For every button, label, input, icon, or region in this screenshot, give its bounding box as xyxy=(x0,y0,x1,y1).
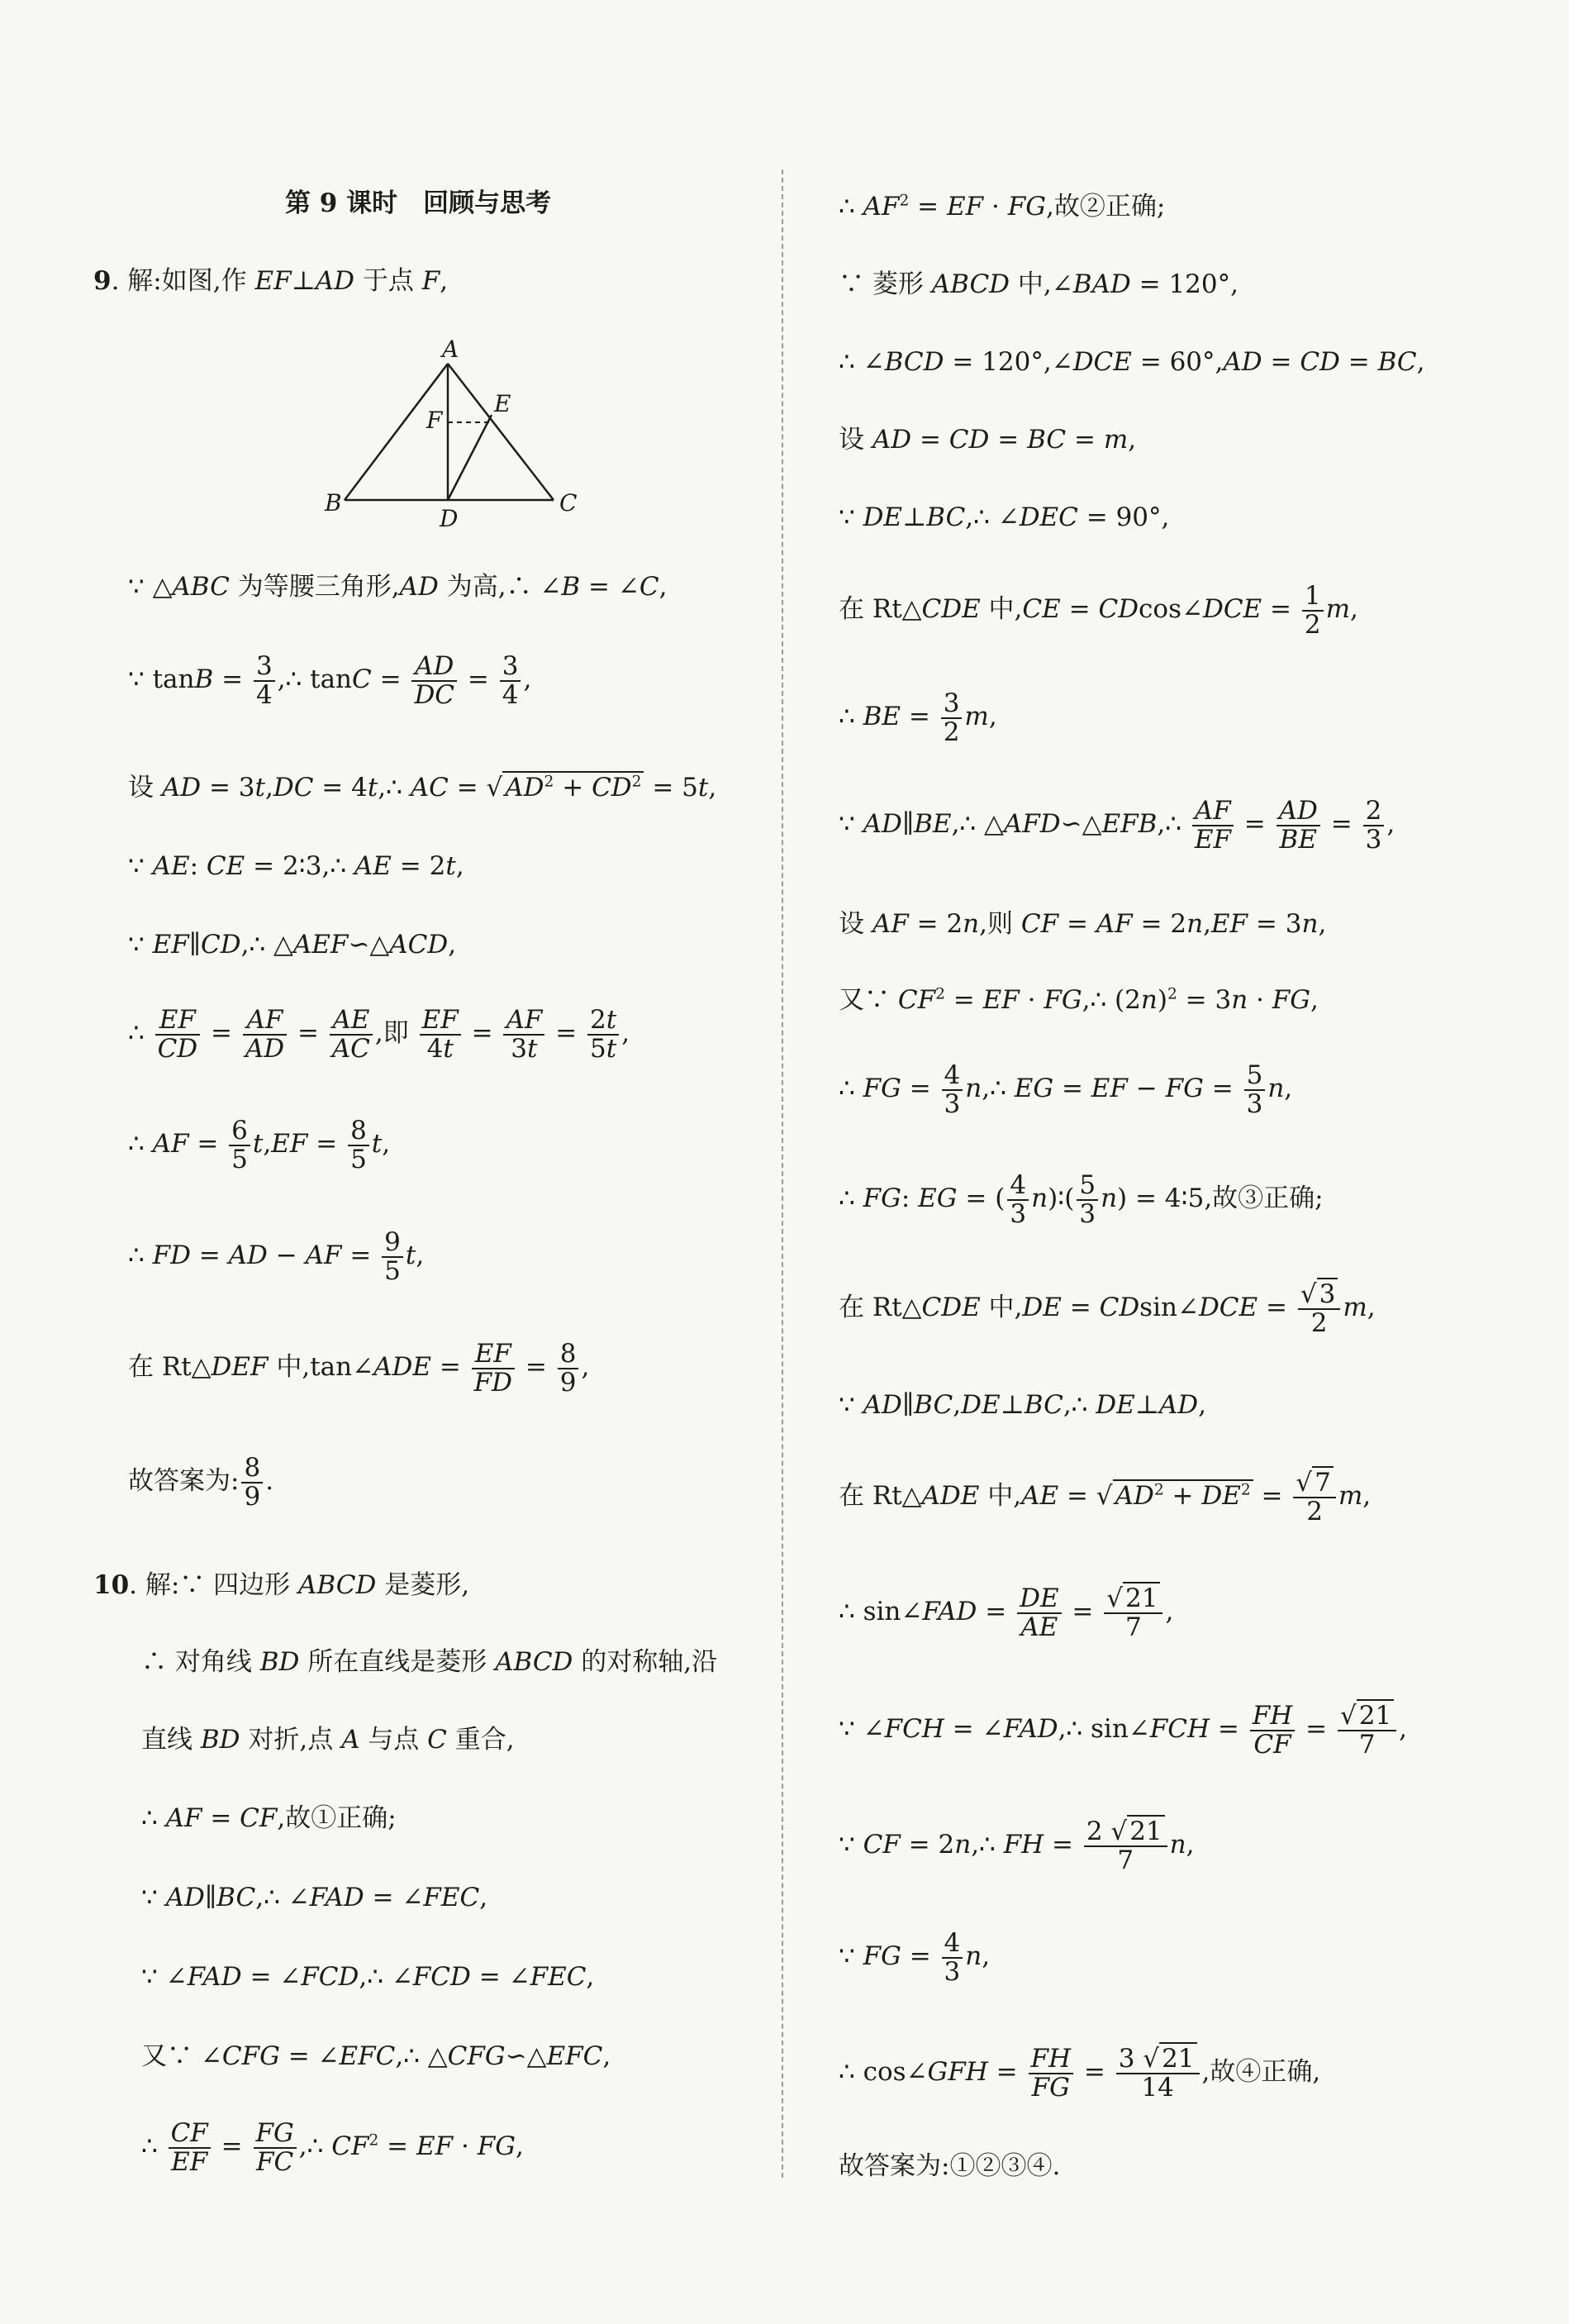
left-line-11: 故答案为: $\frac{8}{9}$ . xyxy=(128,1453,274,1512)
right-line-1: ∴ $AF^2$ = EF · FG,故②正确; xyxy=(839,192,1166,221)
triangle-figure xyxy=(318,335,665,533)
label-f: F xyxy=(426,407,443,434)
left-line-14: 直线 BD 对折,点 A 与点 C 重合, xyxy=(141,1725,515,1755)
left-line-9: ∴ FD = AD − AF = $\frac{9}{5}$ t, xyxy=(128,1227,425,1286)
page-title: 第 9 课时 回顾与思考 xyxy=(285,188,552,218)
label-c: C xyxy=(559,489,578,517)
left-line-8: ∴ AF = $\frac{6}{5}$ t,EF = $\frac{8}{5}$ t, xyxy=(128,1116,391,1174)
left-line-13: ∴ 对角线 BD 所在直线是菱形 ABCD 的对称轴,沿 xyxy=(141,1647,718,1677)
left-line-4: 设 AD = 3t,DC = 4t,∴ AC = $√AD^2 + CD^2 = 5t$, xyxy=(128,773,717,802)
right-line-15: 在 Rt△ADE 中$,AE = √AD^2 + DE^2$ = $\frac{√7}{2}$ m, xyxy=(839,1468,1372,1526)
label-d: D xyxy=(440,505,459,532)
left-line-1: 9. 解:如图,作 EF⊥AD 于点 F, xyxy=(93,266,449,296)
left-line-18: 又∵ ∠CFG = ∠EFC,∴ △CFG∽△EFC, xyxy=(141,2041,611,2071)
left-line-2: ∵ △ABC 为等腰三角形,AD 为高,∴ ∠B = ∠C, xyxy=(128,572,668,602)
left-line-19: ∴ $\frac{CF}{EF}$ = $\frac{FG}{FC}$ ,∴ $CF^2$ = EF · FG, xyxy=(141,2118,524,2177)
left-line-5: ∵ AE: CE = 2∶3,∴ AE = 2t, xyxy=(128,851,464,881)
right-line-19: ∵ FG = $\frac{4}{3}$ n, xyxy=(839,1928,991,1987)
left-line-16: ∵ AD∥BC,∴ ∠FAD = ∠FEC, xyxy=(141,1883,488,1912)
right-line-6: 在 Rt△CDE 中,CE = CDcos∠DCE = $\frac{1}{2}$ m, xyxy=(839,581,1358,640)
left-line-7: ∴ $\frac{EF}{CD}$ = $\frac{AF}{AD}$ = $\frac{AE}{AC}$ ,即 $\frac{EF}{4t}$ = $\frac{AF}{3t}$ = $\frac{2t}{5t}$ , xyxy=(128,1005,630,1064)
label-e: E xyxy=(494,390,511,417)
right-line-11: ∴ FG = $\frac{4}{3}$ n,∴ EG = EF − FG = $\frac{5}{3}$ n, xyxy=(839,1060,1293,1119)
left-line-6: ∵ EF∥CD,∴ △AEF∽△ACD, xyxy=(128,930,457,960)
right-line-12: ∴ FG: EG = ( $\frac{4}{3}$ n)∶( $\frac{5}{3}$ n) = 4∶5,故③正确; xyxy=(839,1170,1324,1229)
right-line-2: ∵ 菱形 ABCD 中,∠BAD = 120°, xyxy=(839,269,1239,299)
right-line-18: ∵ CF = 2n,∴ FH = $\frac{2 √21}{7}$ n, xyxy=(839,1817,1195,1875)
right-line-21: 故答案为:①②③④. xyxy=(839,2151,1061,2181)
right-line-14: ∵ AD∥BC,DE⊥BC,∴ DE⊥AD, xyxy=(839,1390,1206,1420)
right-line-4: 设 AD = CD = BC = m, xyxy=(839,425,1137,455)
right-line-16: ∴ sin∠FAD = $\frac{DE}{AE}$ = $\frac{√21}{7}$ , xyxy=(839,1583,1174,1642)
right-line-9: 设 AF = 2n,则 CF = AF = 2n,EF = 3n, xyxy=(839,909,1327,939)
left-line-12: 10. 解:∵ 四边形 ABCD 是菱形, xyxy=(93,1570,470,1600)
label-a: A xyxy=(442,336,459,363)
left-line-10: 在 Rt△DEF 中,tan∠ADE = $\frac{EF}{FD}$ = $\frac{8}{9}$ , xyxy=(128,1339,590,1398)
column-divider xyxy=(782,169,783,2178)
label-b: B xyxy=(325,489,342,517)
left-line-17: ∵ ∠FAD = ∠FCD,∴ ∠FCD = ∠FEC, xyxy=(141,1962,595,1992)
right-line-7: ∴ BE = $\frac{3}{2}$ m, xyxy=(839,688,997,747)
left-line-3: ∵ tanB = $\frac{3}{4}$ ,∴ tanC = $\frac{AD}{DC}$ = $\frac{3}{4}$ , xyxy=(128,651,532,710)
right-line-20: ∴ cos∠GFH = $\frac{FH}{FG}$ = $\frac{3 √21}{14}$ ,故④正确, xyxy=(839,2044,1321,2103)
right-line-8: ∵ AD∥BE,∴ △AFD∽△EFB,∴ $\frac{AF}{EF}$ = $\frac{AD}{BE}$ = $\frac{2}{3}$ , xyxy=(839,796,1395,855)
right-line-5: ∵ DE⊥BC,∴ ∠DEC = 90°, xyxy=(839,502,1170,532)
right-line-10: 又∵ $CF^2$ = EF · FG,∴ $(2n)^2 = 3n$ · FG, xyxy=(839,985,1319,1015)
right-line-3: ∴ ∠BCD = 120°,∠DCE = 60°,AD = CD = BC, xyxy=(839,347,1425,377)
right-line-13: 在 Rt△CDE 中,DE = CDsin∠DCE = $\frac{√3}{2}$ m, xyxy=(839,1279,1376,1338)
right-line-17: ∵ ∠FCH = ∠FAD,∴ sin∠FCH = $\frac{FH}{CF}$ = $\frac{√21}{7}$ , xyxy=(839,1701,1408,1760)
left-line-15: ∴ AF = CF,故①正确; xyxy=(141,1803,397,1833)
